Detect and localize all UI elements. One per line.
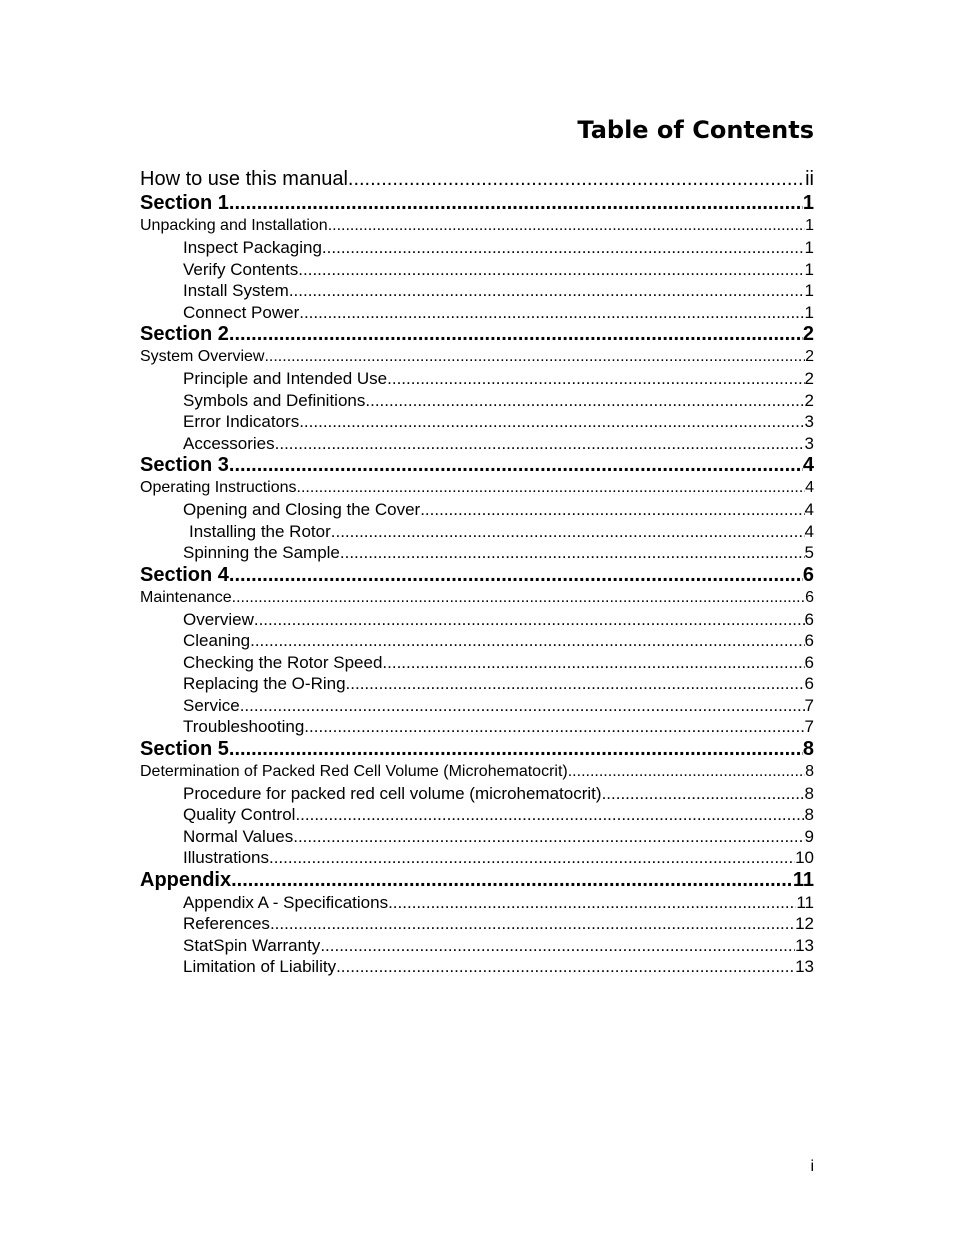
toc-entry-label: System Overview — [140, 348, 265, 365]
dot-leader — [269, 847, 795, 869]
toc-entry-label: How to use this manual — [140, 168, 348, 190]
toc-entry-label: Normal Values — [183, 826, 294, 846]
dot-leader — [299, 411, 804, 433]
toc-entry-label: Accessories — [183, 433, 275, 453]
toc-entry-page-number: 3 — [804, 433, 814, 453]
toc-entry-page-number: 4 — [805, 479, 814, 496]
toc-entry-sub[interactable] — [140, 716, 814, 738]
dot-leader — [295, 804, 804, 826]
toc-entry-section[interactable] — [140, 738, 814, 761]
dot-leader — [568, 761, 805, 783]
toc-entry-label: Error Indicators — [183, 412, 300, 431]
page-title: Table of Contents — [577, 116, 814, 144]
dot-leader — [387, 368, 804, 390]
toc-entry-page-number: 1 — [804, 302, 814, 322]
dot-leader — [229, 738, 803, 761]
toc-entry-label: Procedure for packed red cell volume (microhematocrit) — [183, 783, 602, 803]
toc-entry-sub[interactable] — [140, 368, 814, 390]
toc-entry-page-number: 2 — [802, 323, 814, 345]
toc-entry-label: References — [183, 914, 270, 933]
toc-entry-sub[interactable] — [140, 499, 814, 521]
dot-leader — [304, 716, 804, 738]
toc-entry-page-number: 7 — [804, 717, 814, 736]
toc-entry-label: Spinning the Sample — [183, 543, 340, 562]
toc-entry-page-number: 3 — [804, 412, 814, 431]
toc-entry-page-number: 1 — [804, 259, 814, 279]
toc-entry-chapter[interactable] — [140, 761, 814, 783]
dot-leader — [275, 433, 805, 455]
toc-entry-sub[interactable] — [140, 892, 814, 914]
dot-leader — [328, 215, 805, 237]
toc-entry-page-number: 6 — [805, 588, 814, 606]
toc-entry-label: Replacing the O-Ring — [183, 674, 346, 693]
toc-entry-page-number: 1 — [804, 281, 814, 300]
toc-entry-label: Connect Power — [183, 302, 300, 322]
dot-leader — [231, 869, 793, 892]
toc-entry-label: Section 2 — [140, 323, 229, 345]
toc-entry-sub[interactable] — [140, 259, 814, 281]
toc-entry-label: Opening and Closing the Cover — [183, 500, 421, 519]
toc-entry-page-number: 1 — [804, 238, 814, 257]
toc-entry-chapter[interactable] — [140, 587, 814, 609]
toc-entry-sub[interactable] — [140, 390, 814, 412]
toc-entry-sub[interactable] — [140, 935, 814, 957]
toc-entry-sub[interactable] — [140, 609, 814, 631]
toc-entry-label: Appendix — [140, 868, 232, 891]
toc-entry-page-number: 10 — [795, 848, 814, 867]
dot-leader — [232, 587, 805, 609]
toc-entry-label: Section 5 — [140, 737, 229, 760]
toc-entry-section[interactable] — [140, 192, 814, 215]
toc-entry-page-number: 6 — [804, 674, 814, 693]
dot-leader — [293, 826, 804, 848]
toc-entry-page-number: 4 — [802, 454, 814, 476]
toc-entry-sub[interactable] — [140, 826, 814, 848]
dot-leader — [229, 564, 803, 587]
toc-entry-label: Symbols and Definitions — [183, 390, 366, 410]
toc-entry-page-number: 9 — [804, 826, 814, 846]
dot-leader — [388, 892, 796, 914]
toc-entry-sub[interactable] — [140, 542, 814, 564]
dot-leader — [254, 609, 805, 631]
toc-entry-label: Unpacking and Installation — [140, 217, 328, 234]
dot-leader — [340, 542, 805, 564]
toc-entry-label: Inspect Packaging — [183, 238, 322, 257]
toc-entry-label: Illustrations — [183, 848, 269, 867]
toc-entry-label: Checking the Rotor Speed — [183, 652, 383, 672]
toc-entry-page-number: 2 — [804, 369, 814, 388]
dot-leader — [229, 323, 803, 346]
toc-entry-page-number: 6 — [804, 631, 814, 650]
dot-leader — [270, 913, 795, 935]
toc-entry-sub[interactable] — [140, 783, 814, 805]
toc-entry-page-number: 2 — [805, 348, 814, 365]
toc-entry-page-number: 6 — [804, 652, 814, 672]
toc-entry-label: Troubleshooting — [183, 717, 305, 736]
toc-entry-section[interactable] — [140, 564, 814, 587]
toc-entry-page-number: 8 — [804, 805, 814, 824]
toc-entry-page-number: 12 — [795, 914, 814, 933]
toc-entry-page-number: 1 — [805, 217, 814, 234]
table-of-contents — [140, 167, 814, 978]
toc-entry-chapter[interactable] — [140, 477, 814, 499]
toc-entry-page-number: 4 — [804, 521, 814, 541]
toc-entry-page-number: 7 — [804, 695, 814, 715]
toc-entry-page-number: 8 — [802, 737, 814, 760]
page-number: i — [810, 1158, 814, 1175]
toc-entry-label: Quality Control — [183, 805, 296, 824]
toc-entry-sub[interactable] — [140, 411, 814, 433]
toc-entry-label: Maintenance — [140, 588, 232, 606]
toc-entry-sub[interactable] — [140, 433, 814, 455]
toc-entry-sub[interactable] — [140, 630, 814, 652]
dot-leader — [602, 783, 805, 805]
toc-entry-label: Determination of Packed Red Cell Volume (Microhematocrit) — [140, 762, 568, 780]
toc-entry-page-number: 11 — [792, 868, 814, 891]
toc-entry-sub[interactable] — [140, 280, 814, 302]
toc-entry-section[interactable] — [140, 869, 814, 892]
dot-leader — [382, 652, 804, 674]
toc-entry-label: Verify Contents — [183, 259, 299, 279]
toc-entry-label: Overview — [183, 609, 254, 629]
toc-entry-sub[interactable] — [140, 237, 814, 259]
toc-entry-page-number: 5 — [804, 543, 814, 562]
toc-entry-label: Appendix A - Specifications — [183, 892, 389, 912]
toc-entry-chapter[interactable] — [140, 346, 814, 368]
toc-entry-chapter[interactable] — [140, 215, 814, 237]
toc-entry-sub[interactable] — [140, 956, 814, 978]
dot-leader — [264, 346, 805, 368]
dot-leader — [322, 237, 805, 259]
dot-leader — [298, 259, 804, 281]
toc-entry-label: Cleaning — [183, 631, 251, 650]
dot-leader — [289, 280, 805, 302]
toc-entry-page-number: 8 — [805, 762, 814, 780]
toc-entry-section[interactable] — [140, 454, 814, 477]
dot-leader — [348, 167, 805, 192]
toc-entry-page-number: 6 — [804, 609, 814, 629]
toc-entry-page-number: 11 — [796, 892, 814, 912]
dot-leader — [336, 956, 795, 978]
dot-leader — [420, 499, 804, 521]
dot-leader — [229, 454, 803, 477]
toc-entry-page-number: 4 — [804, 500, 814, 519]
toc-entry-page-number: 13 — [795, 935, 814, 955]
toc-entry-label: Install System — [183, 281, 289, 300]
toc-entry-label: Operating Instructions — [140, 479, 297, 496]
dot-leader — [229, 192, 803, 215]
toc-entry-sub[interactable] — [140, 913, 814, 935]
toc-entry-section[interactable] — [140, 323, 814, 346]
toc-entry-sub[interactable] — [140, 804, 814, 826]
dot-leader — [331, 521, 805, 543]
dot-leader — [250, 630, 804, 652]
toc-entry-sub[interactable] — [140, 695, 814, 717]
toc-entry-label: Service — [183, 695, 240, 715]
toc-entry-top[interactable] — [140, 167, 814, 192]
dot-leader — [365, 390, 804, 412]
dot-leader — [299, 302, 804, 324]
toc-entry-page-number: 2 — [804, 390, 814, 410]
toc-entry-label: Section 3 — [140, 454, 229, 476]
toc-entry-page-number: 13 — [795, 957, 814, 976]
toc-entry-sub[interactable] — [140, 673, 814, 695]
toc-entry-label: Section 4 — [140, 563, 229, 586]
toc-entry-label: Installing the Rotor — [189, 521, 331, 541]
toc-entry-page-number: 1 — [802, 192, 814, 214]
toc-entry-sub[interactable] — [140, 652, 814, 674]
toc-entry-label: Principle and Intended Use — [183, 369, 388, 388]
dot-leader — [320, 935, 795, 957]
toc-entry-label: StatSpin Warranty — [183, 935, 321, 955]
toc-entry-page-number: 6 — [802, 563, 814, 586]
toc-entry-page-number: ii — [805, 168, 814, 190]
toc-entry-page-number: 8 — [804, 783, 814, 803]
dot-leader — [240, 695, 805, 717]
dot-leader — [297, 477, 806, 499]
dot-leader — [346, 673, 805, 695]
toc-entry-sub[interactable] — [140, 302, 814, 324]
toc-entry-sub[interactable] — [140, 521, 814, 543]
toc-entry-label: Section 1 — [140, 192, 229, 214]
toc-entry-sub[interactable] — [140, 847, 814, 869]
toc-entry-label: Limitation of Liability — [183, 957, 337, 976]
